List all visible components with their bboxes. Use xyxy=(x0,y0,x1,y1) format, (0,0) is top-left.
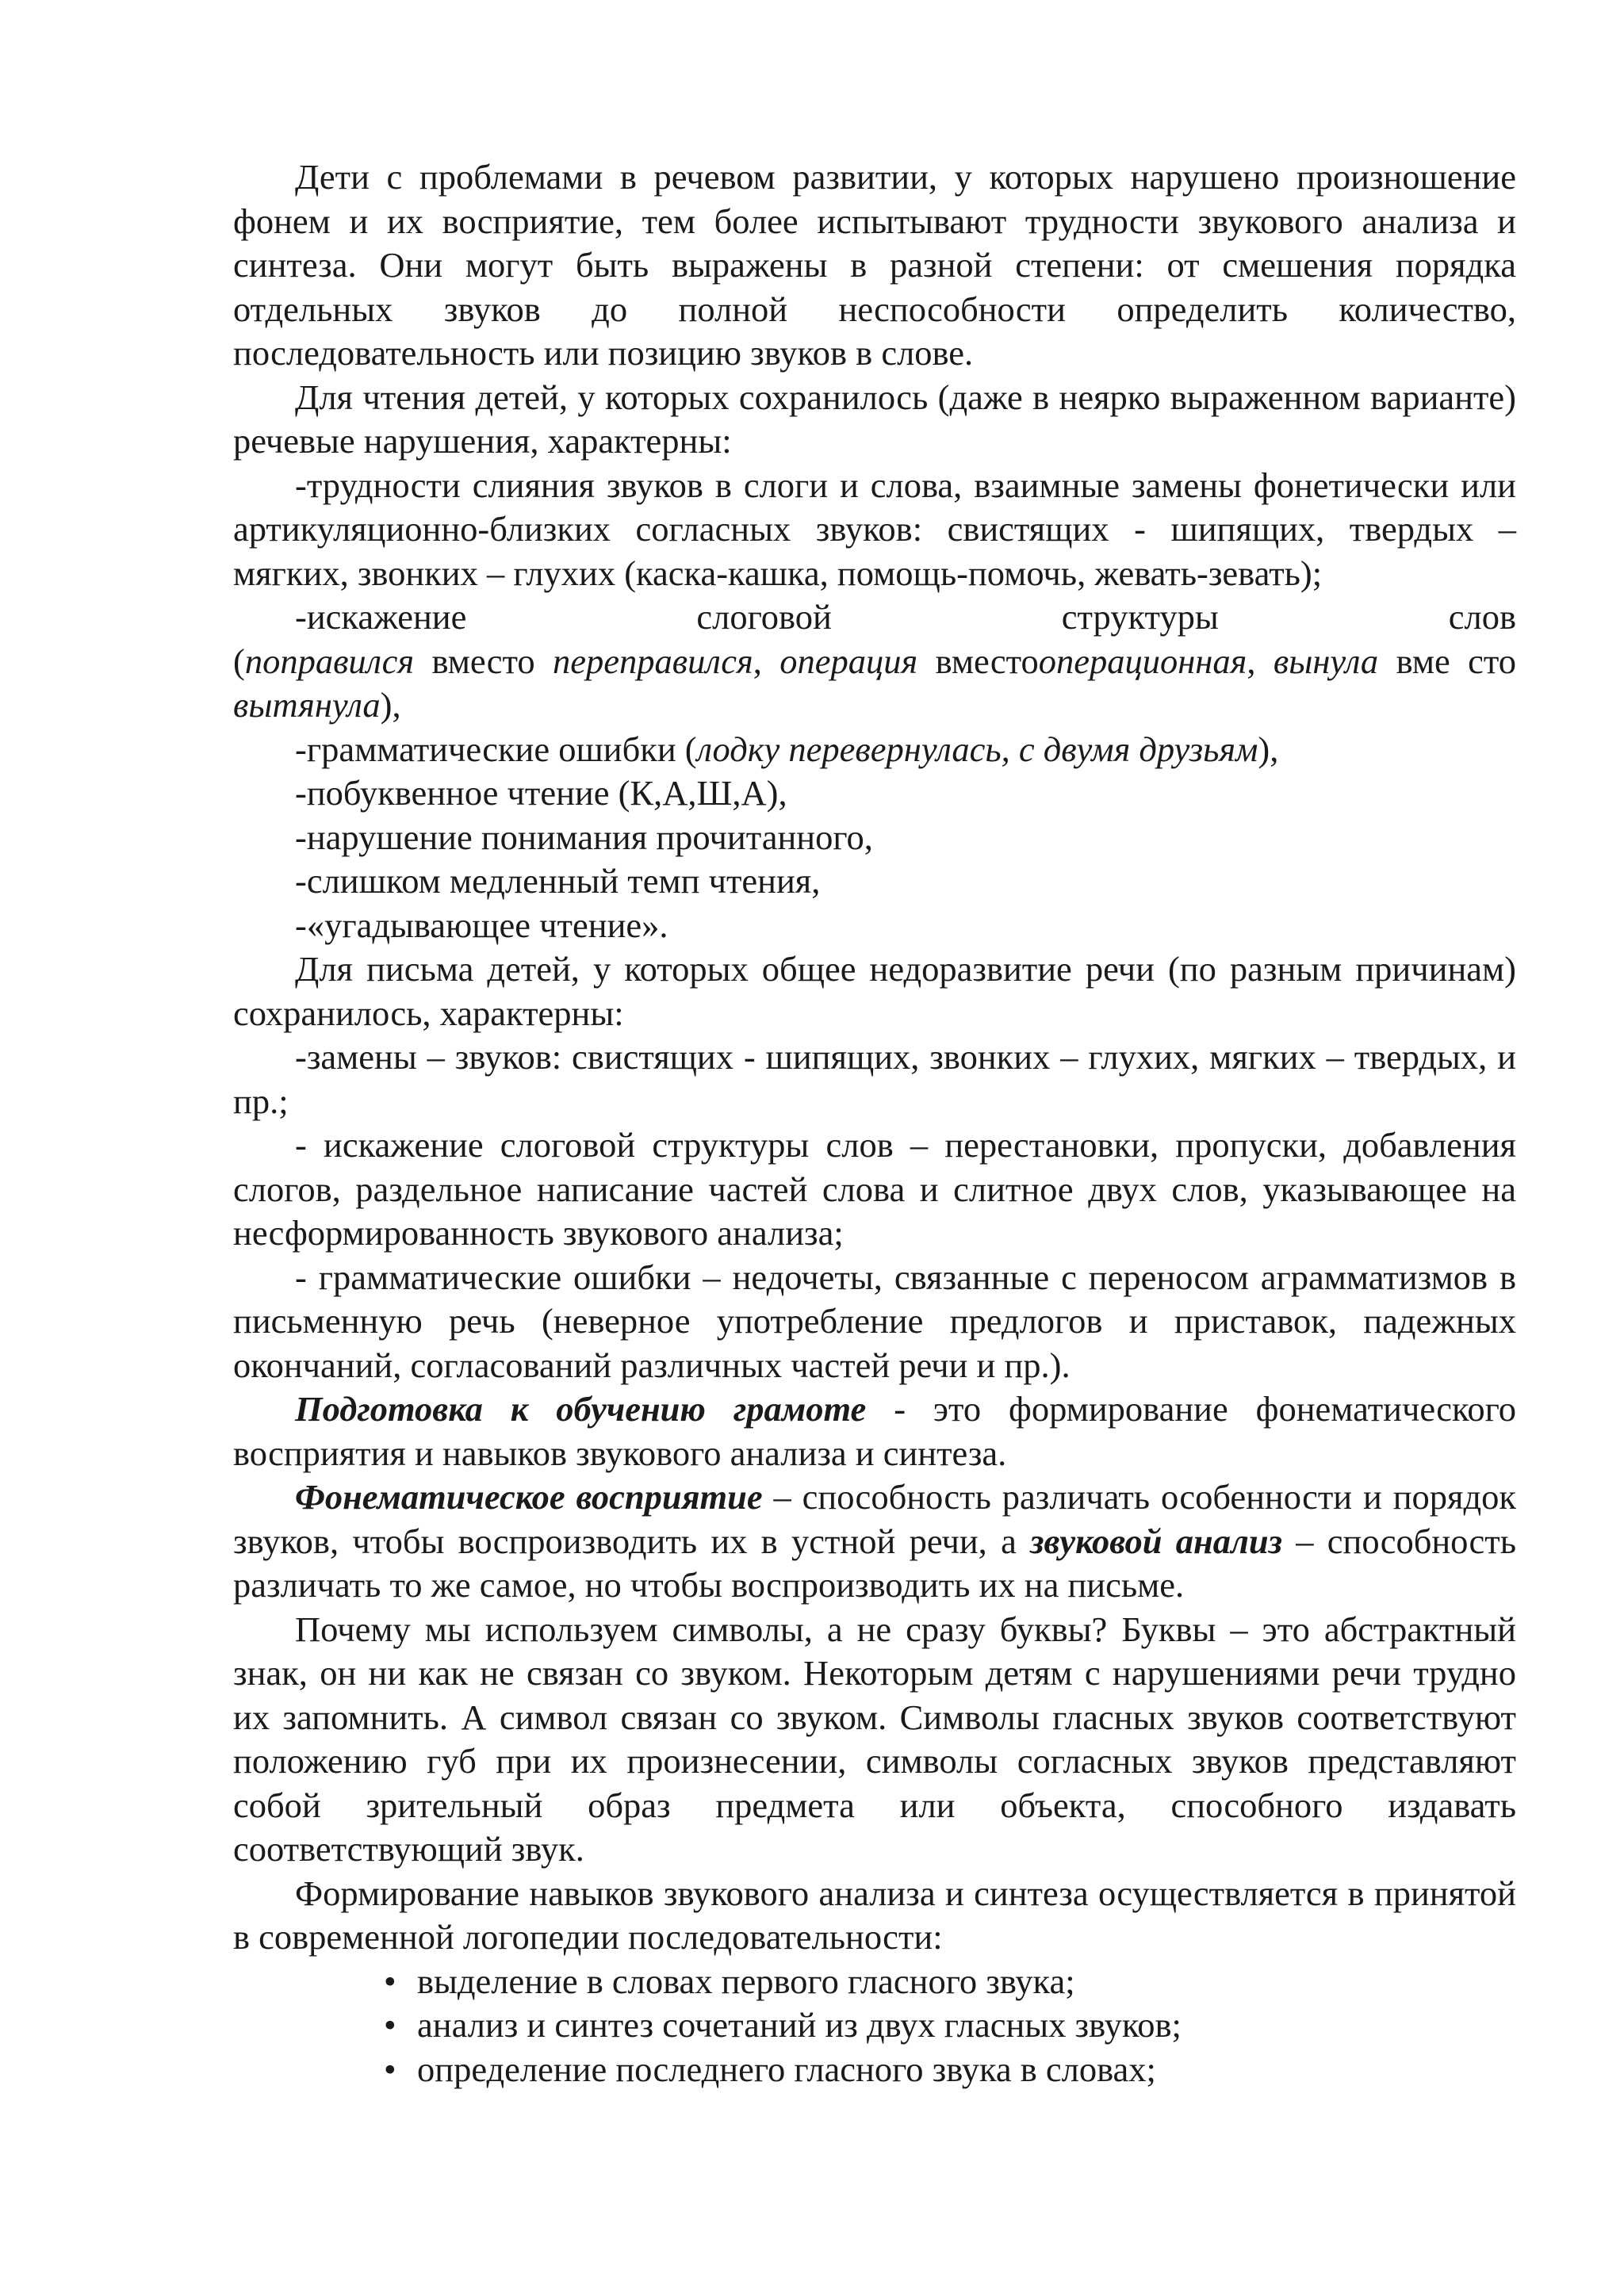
bullet-icon: • xyxy=(384,2005,396,2045)
list-item-text: определение последнего гласного звука в словах; xyxy=(417,2049,1156,2089)
document-page xyxy=(233,155,1516,2091)
writing-issue-substitutions: -замены – звуков: свистящих - шипящих, звонких – глухих, мягких – твердых, и пр.; xyxy=(233,1037,1516,1121)
reading-issue-comprehension: -нарушение понимания прочитанного, xyxy=(295,817,873,857)
text-run: ( xyxy=(233,641,245,681)
paragraph-writing-intro: Для письма детей, у которых общее недоразвитие речи (по разным причинам) сохранилось, характерны: xyxy=(233,949,1516,1033)
text-run: – способность различать то же самое, но чтобы воспроизводить их на письме. xyxy=(233,1521,1516,1605)
writing-issue-grammar: - грамматические ошибки – недочеты, связанные с переносом аграмматизмов в письменную речь (неверное употребление предлогов и приставок, падежных окончаний, согласований различных частей речи и пр.). xyxy=(233,1257,1516,1385)
text-run: , xyxy=(1247,641,1274,681)
italic-example: вытянула xyxy=(233,685,381,725)
paragraph-sequence-intro: Формирование навыков звукового анализа и синтеза осуществляется в принятой в современной логопедии последовательности: xyxy=(233,1873,1516,1957)
bullet-icon: • xyxy=(384,2049,396,2089)
text-run: вместо xyxy=(414,641,553,681)
list-item-text: выделение в словах первого гласного звука; xyxy=(417,1961,1075,2001)
list-item xyxy=(384,2003,1516,2048)
paragraph-reading-intro: Для чтения детей, у которых сохранилось (даже в неярко выраженном варианте) речевые нарушения, характерны: xyxy=(233,377,1516,461)
paragraph-intro: Дети с проблемами в речевом развитии, у которых нарушено произношение фонем и их восприятие, тем более испытывают трудности звукового анализа и синтеза. Они могут быть выражены в разной степени: от смешения порядка отдельных звуков до полной неспособности определить количество, последовательность или позицию звуков в слове. xyxy=(233,157,1516,373)
sequence-list xyxy=(233,1960,1516,2092)
italic-example: переправился xyxy=(553,641,753,681)
text-run: - это формирование фонематического восприятия и навыков звукового анализа и синтеза. xyxy=(233,1389,1516,1473)
italic-example: поправился xyxy=(244,641,415,681)
list-item xyxy=(384,2048,1516,2092)
reading-issue-grammar xyxy=(233,728,1516,772)
text-run: вместо xyxy=(917,641,1039,681)
term-literacy-preparation: Подготовка к обучению грамоте xyxy=(295,1389,867,1429)
writing-issue-syllable-structure: - искажение слоговой структуры слов – перестановки, пропуски, добавления слогов, раздельное написание частей слова и слитное двух слов, указывающее на несформированность звукового анализа; xyxy=(233,1125,1516,1253)
bullet-icon: • xyxy=(384,1961,396,2001)
list-item xyxy=(384,1960,1516,2004)
text-run: -грамматические ошибки ( xyxy=(295,729,697,769)
reading-issue-sound-merging: -трудности слияния звуков в слоги и слова, взаимные замены фонетически или артикуляционно-близких согласных звуков: свистящих - шипящих, твердых – мягких, звонких – глухих (каска-кашка, помощь-помочь, жевать-зевать); xyxy=(233,465,1516,593)
reading-issue-letter-by-letter: -побуквенное чтение (К,А,Ш,А), xyxy=(295,773,787,813)
reading-issue-slow-pace: -слишком медленный темп чтения, xyxy=(295,861,821,901)
term-phonemic-perception: Фонематическое восприятие xyxy=(295,1477,763,1517)
text-run: , xyxy=(753,641,780,681)
reading-issue-syllable-structure-examples xyxy=(233,640,1516,728)
italic-example: вынула xyxy=(1273,641,1379,681)
paragraph-literacy-preparation xyxy=(233,1387,1516,1475)
reading-issue-syllable-structure-head: -искажение слоговой структуры слов xyxy=(295,597,1516,637)
italic-example: операция xyxy=(779,641,918,681)
text-run: ), xyxy=(1258,729,1279,769)
text-run: – способность различать особенности и порядок звуков, чтобы воспроизводить их в устной речи, а xyxy=(233,1477,1516,1561)
term-sound-analysis: звуковой анализ xyxy=(1030,1521,1282,1561)
list-item-text: анализ и синтез сочетаний из двух гласных звуков; xyxy=(417,2005,1182,2045)
paragraph-symbols: Почему мы используем символы, а не сразу буквы? Буквы – это абстрактный знак, он ни как не связан со звуком. Некоторым детям с нарушениями речи трудно их запомнить. А символ связан со звуком. Символы гласных звуков соответствуют положению губ при их произнесении, символы согласных звуков представляют собой зрительный образ предмета или объекта, способного издавать соответствующий звук. xyxy=(233,1609,1516,1869)
text-run: вме сто xyxy=(1378,641,1517,681)
paragraph-phonemic-perception xyxy=(233,1475,1516,1608)
text-run: ), xyxy=(380,685,401,725)
reading-issue-guessing: -«угадывающее чтение». xyxy=(295,905,668,945)
italic-example: лодку перевернулась, с двумя друзьям xyxy=(696,729,1258,769)
italic-example: операционная xyxy=(1038,641,1247,681)
